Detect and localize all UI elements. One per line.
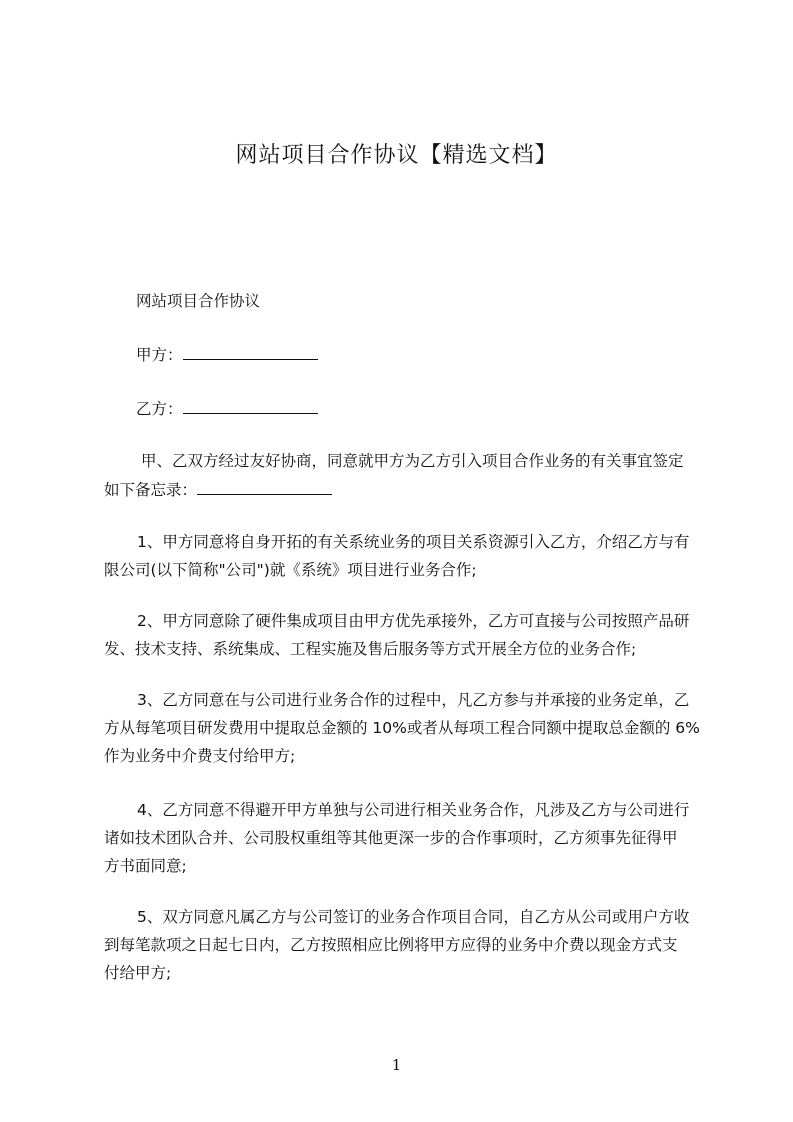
memo-blank [197, 480, 332, 495]
clause-3-line-2: 方从每笔项目研发费用中提取总金额的 10%或者从每项工程合同额中提取总金额的 6% [104, 719, 700, 737]
page-number: 1 [391, 1056, 402, 1074]
clause-1-line-2: 限公司(以下简称"公司")就《系统》项目进行业务合作; [104, 561, 477, 579]
clause-4-line-2: 诸如技术团队合并、公司股权重组等其他更深一步的合作事项时，乙方须事先征得甲 [104, 829, 678, 847]
party-a-blank [183, 345, 318, 360]
party-b-row [136, 398, 318, 420]
document-title: 网站项目合作协议【精选文档】 [235, 143, 558, 168]
intro-line-2-row [104, 479, 332, 501]
intro-line-2: 如下备忘录： [104, 481, 198, 499]
party-a-row [136, 344, 318, 366]
clause-3-line-1: 3、乙方同意在与公司进行业务合作的过程中，凡乙方参与并承接的业务定单，乙 [137, 691, 690, 709]
clause-3-line-3: 作为业务中介费支付给甲方; [104, 747, 296, 765]
party-a-label: 甲方： [136, 346, 183, 364]
clause-5-line-3: 付给甲方; [104, 964, 172, 982]
party-b-label: 乙方： [136, 400, 183, 418]
party-b-blank [183, 399, 318, 414]
clause-2-line-1: 2、甲方同意除了硬件集成项目由甲方优先承接外，乙方可直接与公司按照产品研 [137, 612, 690, 630]
intro-line-1: 甲、乙双方经过友好协商，同意就甲方为乙方引入项目合作业务的有关事宜签定 [141, 452, 684, 470]
clause-5-line-2: 到每笔款项之日起七日内，乙方按照相应比例将甲方应得的业务中介费以现金方式支 [104, 936, 678, 954]
clause-5-line-1: 5、双方同意凡属乙方与公司签订的业务合作项目合同，自乙方从公司或用户方收 [137, 908, 690, 926]
clause-4-line-1: 4、乙方同意不得避开甲方单独与公司进行相关业务合作，凡涉及乙方与公司进行 [137, 801, 690, 819]
clause-1-line-1: 1、甲方同意将自身开拓的有关系统业务的项目关系资源引入乙方，介绍乙方与有 [137, 533, 690, 551]
agreement-heading: 网站项目合作协议 [136, 292, 261, 310]
clause-4-line-3: 方书面同意; [104, 857, 187, 875]
clause-2-line-2: 发、技术支持、系统集成、工程实施及售后服务等方式开展全方位的业务合作; [104, 640, 637, 658]
